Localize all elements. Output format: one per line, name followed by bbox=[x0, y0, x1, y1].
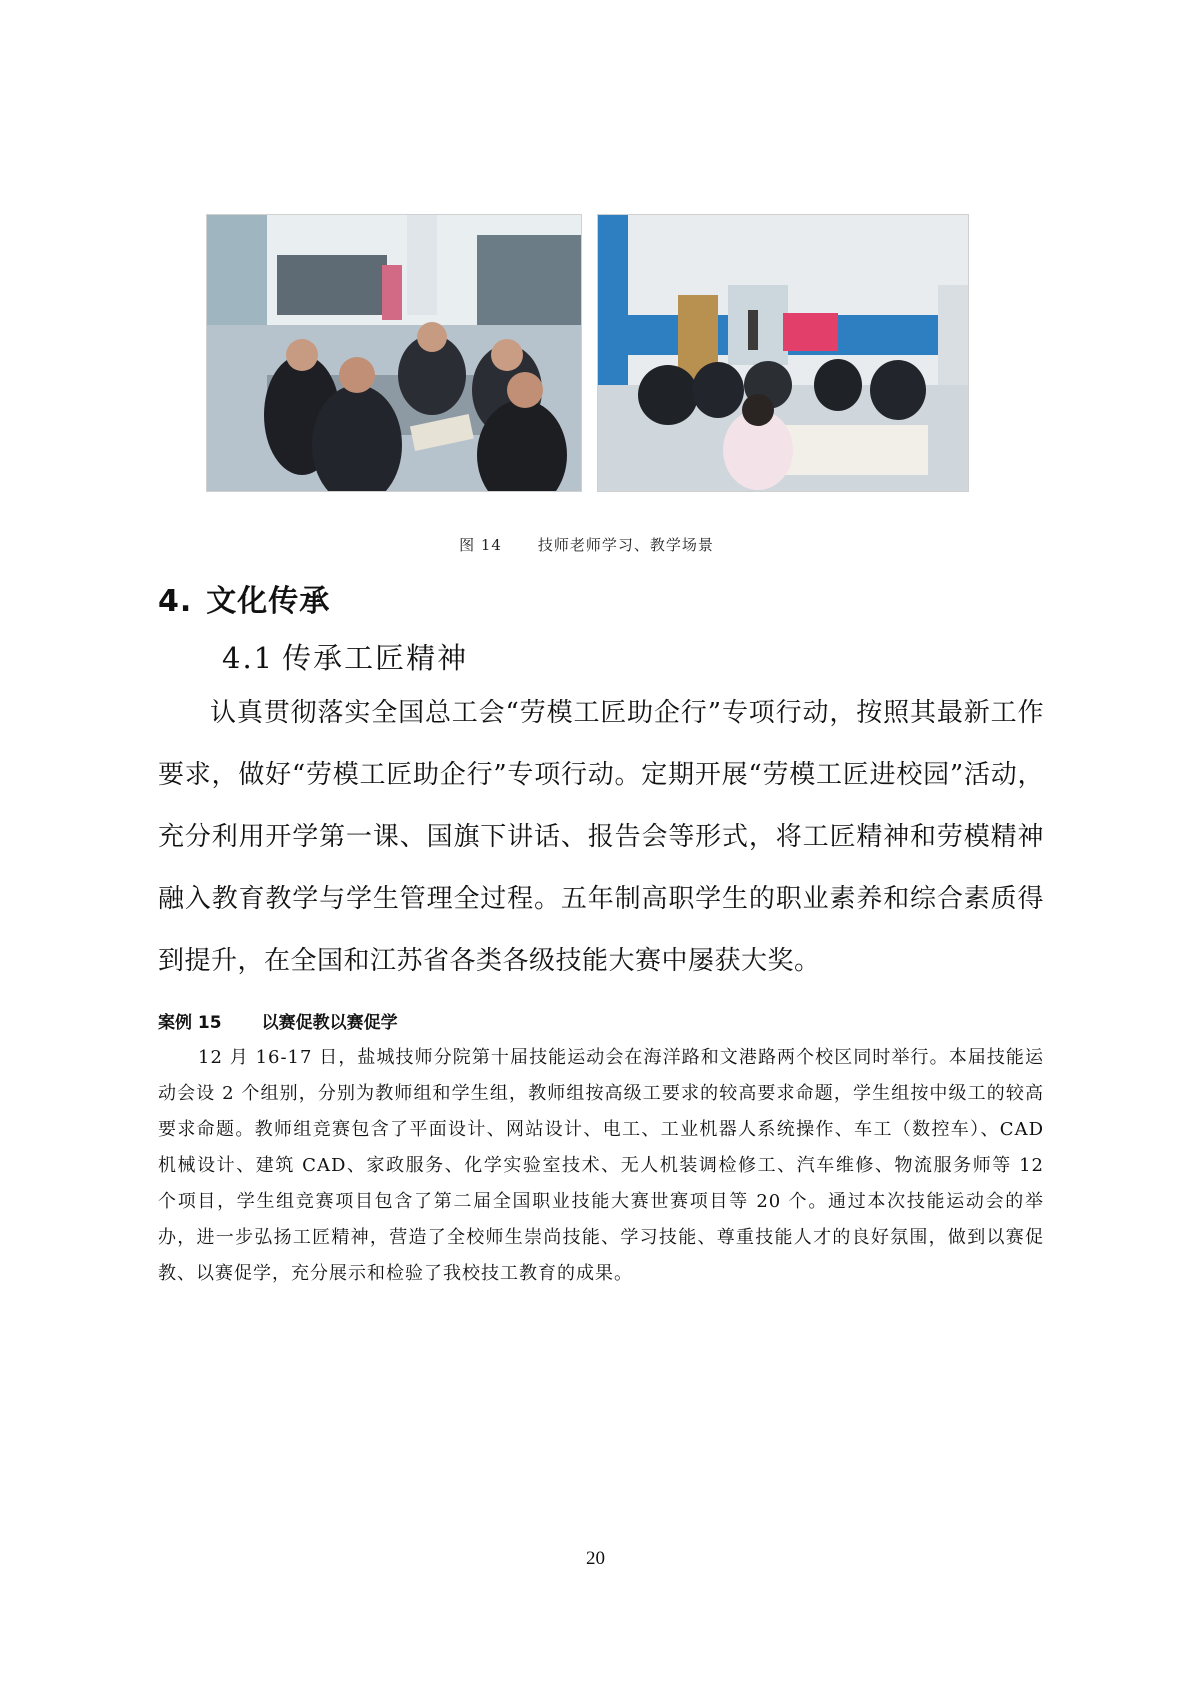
photo-teachers-meeting bbox=[206, 214, 582, 492]
figure-caption bbox=[206, 534, 967, 555]
body-paragraph: 认真贯彻落实全国总工会“劳模工匠助企行”专项行动，按照其最新工作要求，做好“劳模工匠助企行”专项行动。定期开展“劳模工匠进校园”活动，充分利用开学第一课、国旗下讲话、报告会等形式，将工匠精神和劳模精神融入教育教学与学生管理全过程。五年制高职学生的职业素养和综合素质得到提升，在全国和江苏省各类各级技能大赛中屡获大奖。 bbox=[158, 698, 1044, 976]
section-title: 文化传承 bbox=[206, 584, 331, 619]
page-number: 20 bbox=[586, 1548, 605, 1569]
case-paragraph: 12 月 16-17 日，盐城技师分院第十届技能运动会在海洋路和文港路两个校区同时举行。本届技能运动会设 2 个组别，分别为教师组和学生组，教师组按高级工要求的较高要求命题，学生组按中级工的较高要求命题。教师组竞赛包含了平面设计、网站设计、电工、工业机器人系统操作、车工（数控车）、CAD 机械设计、建筑 CAD、家政服务、化学实验室技术、无人机装调检修工、汽车维修、物流服务师等 12 个项目，学生组竞赛项目包含了第二届全国职业技能大赛世赛项目等 20 个。通过本次技能运动会的举办，进一步弘扬工匠精神，营造了全校师生崇尚技能、学习技能、尊重技能人才的良好氛围，做到以赛促教、以赛促学，充分展示和检验了我校技工教育的成果。 bbox=[158, 1047, 1044, 1284]
section-number: 4. bbox=[158, 584, 193, 619]
figure-caption-text: 技师老师学习、教学场景 bbox=[537, 536, 714, 554]
figure-number: 图 14 bbox=[459, 536, 502, 554]
subsection-number: 4.1 bbox=[222, 641, 275, 675]
case-label: 案例 15 bbox=[158, 1013, 222, 1033]
subsection-heading bbox=[222, 636, 468, 677]
case-heading bbox=[158, 1008, 398, 1033]
case-title: 以赛促教以赛促学 bbox=[261, 1013, 398, 1033]
subsection-title: 传承工匠精神 bbox=[282, 641, 469, 675]
section-heading bbox=[158, 576, 330, 620]
photo-classroom-teaching bbox=[597, 214, 969, 492]
